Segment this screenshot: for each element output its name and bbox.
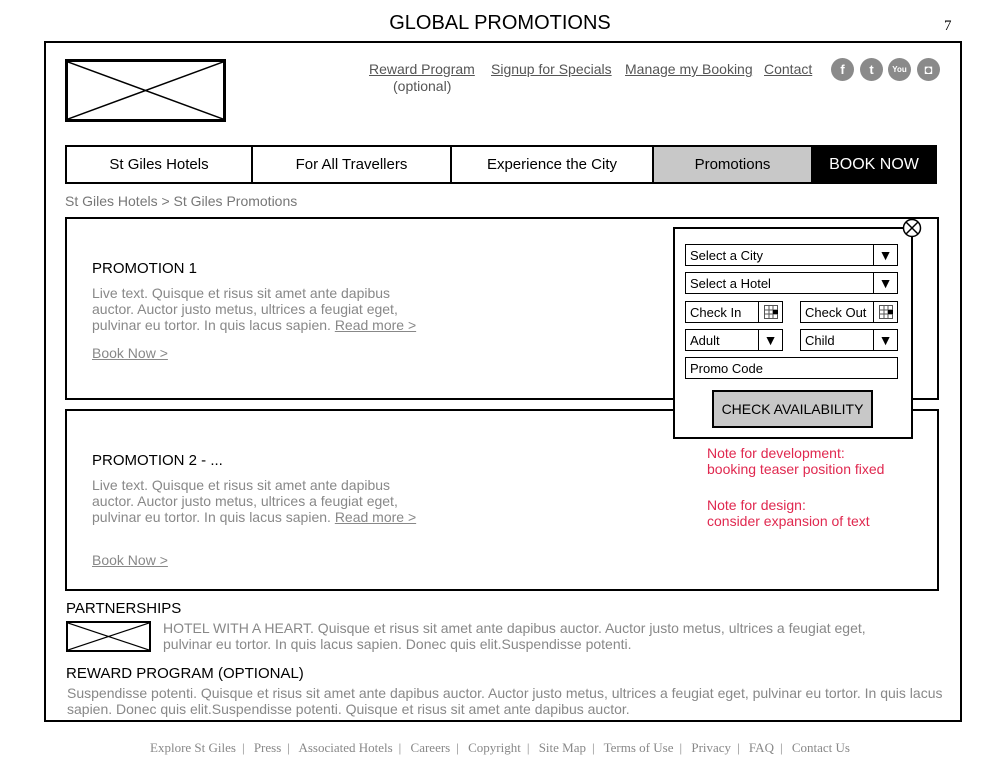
dropdown-arrow-icon[interactable]: ▼ — [873, 245, 897, 265]
check-out-label: Check Out — [805, 304, 867, 320]
book-now-button[interactable]: BOOK NOW — [813, 147, 935, 182]
signup-specials-link[interactable]: Signup for Specials — [491, 61, 612, 77]
promotion-body: Live text. Quisque et risus sit amet ante dapibus auctor. Auctor justo metus, ultrices a feugiat eget, pulvinar eu tortor. In quis lacus sapien. — [92, 285, 398, 333]
design-note-body: consider expansion of text — [707, 513, 870, 529]
adult-select[interactable] — [685, 329, 783, 351]
footer-link-copyright[interactable]: Copyright — [468, 740, 521, 755]
footer-link-site-map[interactable]: Site Map — [538, 740, 586, 755]
hotel-select[interactable] — [685, 272, 898, 294]
reward-program-heading: REWARD PROGRAM (OPTIONAL) — [66, 665, 304, 682]
breadcrumb[interactable]: St Giles Hotels > St Giles Promotions — [65, 193, 298, 209]
footer-link-contact-us[interactable]: Contact Us — [791, 740, 850, 755]
footer-separator: | — [679, 740, 683, 755]
footer-separator: | — [779, 740, 783, 755]
city-select-value: Select a City — [690, 247, 763, 263]
footer-link-faq[interactable]: FAQ — [748, 740, 774, 755]
nav-item-experience-city[interactable]: Experience the City — [452, 147, 654, 182]
footer-link-associated-hotels[interactable]: Associated Hotels — [298, 740, 393, 755]
footer-link-careers[interactable]: Careers — [410, 740, 451, 755]
reward-program-text: Suspendisse potenti. Quisque et risus sit amet ante dapibus auctor. Auctor justo metus, ultrices a feugiat eget, pulvinar eu tortor. In quis lacus sapien. Donec quis elit.Suspendisse potenti. Quisque et risus sit amet ante dapibus auctor. — [67, 685, 943, 717]
book-now-link[interactable]: Book Now > — [92, 345, 168, 361]
child-select-value: Child — [805, 332, 835, 348]
partner-image-placeholder — [66, 621, 151, 652]
calendar-icon[interactable] — [873, 302, 897, 322]
twitter-icon[interactable]: t — [860, 58, 883, 81]
child-select[interactable] — [800, 329, 898, 351]
contact-link[interactable]: Contact — [764, 61, 813, 77]
footer-separator: | — [592, 740, 595, 755]
promotion-title: PROMOTION 2 - ... — [92, 452, 223, 469]
check-in-field[interactable] — [685, 301, 783, 323]
facebook-icon[interactable]: f — [831, 58, 854, 81]
promotion-title: PROMOTION 1 — [92, 260, 198, 277]
logo-placeholder[interactable] — [65, 59, 226, 122]
development-note-title: Note for development: — [707, 445, 845, 461]
promotion-text — [92, 477, 427, 525]
close-icon[interactable] — [902, 218, 922, 238]
development-note-body: booking teaser position fixed — [707, 461, 885, 477]
manage-booking-link[interactable]: Manage my Booking — [625, 61, 753, 77]
reward-program-link[interactable]: Reward Program — [369, 61, 475, 77]
youtube-icon[interactable]: You — [888, 58, 911, 81]
nav-item-st-giles-hotels[interactable]: St Giles Hotels — [67, 147, 253, 182]
page-number: 7 — [944, 18, 952, 34]
promotion-body: Live text. Quisque et risus sit amet ante dapibus auctor. Auctor justo metus, ultrices a feugiat eget, pulvinar eu tortor. In quis lacus sapien. — [92, 477, 398, 525]
footer-link-terms[interactable]: Terms of Use — [603, 740, 674, 755]
dropdown-arrow-icon[interactable]: ▼ — [758, 330, 782, 350]
footer-separator: | — [737, 740, 740, 755]
partnerships-heading: PARTNERSHIPS — [66, 600, 182, 617]
reward-optional-note: (optional) — [393, 78, 452, 94]
read-more-link[interactable]: Read more > — [334, 509, 417, 525]
hotel-select-value: Select a Hotel — [690, 275, 771, 291]
instagram-icon[interactable]: ◘ — [917, 58, 940, 81]
design-note-title: Note for design: — [707, 497, 806, 513]
nav-item-promotions[interactable]: Promotions — [654, 147, 813, 182]
city-select[interactable] — [685, 244, 898, 266]
dropdown-arrow-icon[interactable]: ▼ — [873, 273, 897, 293]
calendar-icon[interactable] — [758, 302, 782, 322]
check-availability-button[interactable]: CHECK AVAILABILITY — [712, 390, 873, 428]
read-more-link[interactable]: Read more > — [334, 317, 417, 333]
adult-select-value: Adult — [690, 332, 720, 348]
nav-item-for-all-travellers[interactable]: For All Travellers — [253, 147, 452, 182]
promotion-text — [92, 285, 427, 333]
partnerships-text: HOTEL WITH A HEART. Quisque et risus sit amet ante dapibus auctor. Auctor justo metus, ultrices a feugiat eget, pulvinar eu tortor. In quis lacus sapien. Donec quis elit.Suspendisse potenti. — [163, 620, 866, 652]
main-nav — [65, 145, 937, 184]
promo-code-placeholder: Promo Code — [690, 360, 763, 376]
footer-separator: | — [526, 740, 530, 755]
footer-separator: | — [241, 740, 245, 755]
dropdown-arrow-icon[interactable]: ▼ — [873, 330, 897, 350]
footer-separator: | — [456, 740, 459, 755]
footer-separator: | — [398, 740, 402, 755]
development-note — [707, 445, 884, 477]
footer-link-explore[interactable]: Explore St Giles — [150, 740, 236, 755]
footer-link-privacy[interactable]: Privacy — [691, 740, 732, 755]
footer-separator: | — [287, 740, 290, 755]
page-title: GLOBAL PROMOTIONS — [389, 12, 611, 34]
check-in-label: Check In — [690, 304, 742, 320]
footer-link-press[interactable]: Press — [253, 740, 282, 755]
footer-links — [0, 740, 1000, 756]
promo-code-input[interactable] — [685, 357, 898, 379]
book-now-link[interactable]: Book Now > — [92, 552, 168, 568]
check-out-field[interactable] — [800, 301, 898, 323]
design-note — [707, 497, 870, 529]
